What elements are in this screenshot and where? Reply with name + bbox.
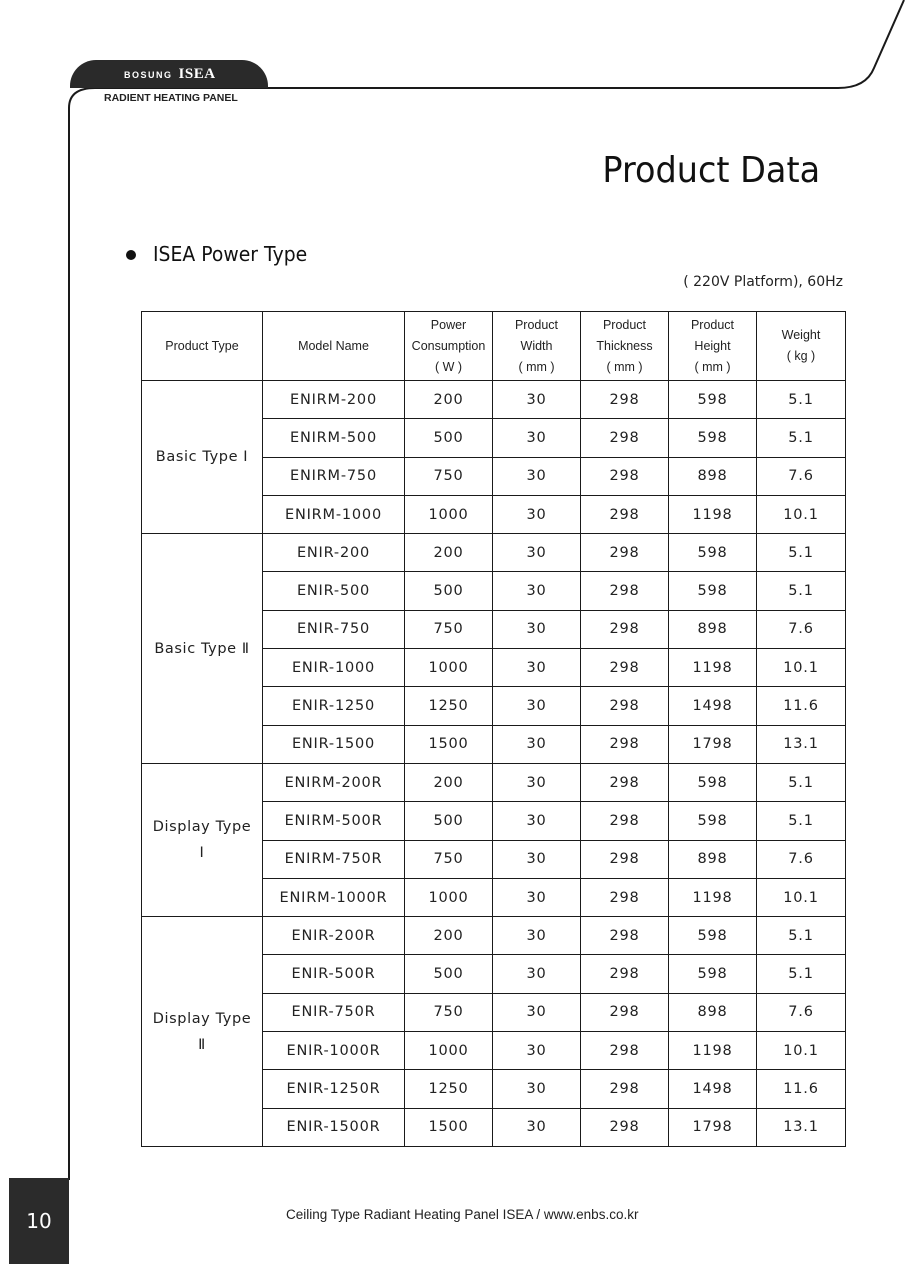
table-cell: ENIR-1500 [263, 725, 405, 763]
table-cell: 898 [669, 457, 757, 495]
table-cell: 200 [405, 763, 493, 801]
column-header-line: Height [694, 338, 731, 353]
table-cell: 30 [493, 725, 581, 763]
table-row [142, 381, 846, 419]
table-cell: 750 [405, 457, 493, 495]
column-header-line: Power [430, 317, 467, 332]
table-cell: 5.1 [757, 381, 846, 419]
table-cell: ENIRM-500 [263, 419, 405, 457]
table-cell: ENIRM-750 [263, 457, 405, 495]
table-cell: 30 [493, 457, 581, 495]
table-cell: 30 [493, 840, 581, 878]
table-cell: 500 [405, 572, 493, 610]
table-cell: 298 [581, 381, 669, 419]
table-cell: 30 [493, 1032, 581, 1070]
table-cell: 598 [669, 534, 757, 572]
product-data-table [141, 311, 846, 1147]
table-cell: 1198 [669, 495, 757, 533]
brand-large-text: ISEA [178, 66, 216, 82]
table-cell: ENIR-1000R [263, 1032, 405, 1070]
section-title: ISEA Power Type [153, 242, 308, 266]
table-cell: 7.6 [757, 610, 846, 648]
table-cell: 30 [493, 1108, 581, 1146]
column-header [757, 312, 846, 381]
table-cell: 13.1 [757, 725, 846, 763]
table-cell: 750 [405, 610, 493, 648]
table-cell: 7.6 [757, 840, 846, 878]
table-cell: 298 [581, 534, 669, 572]
table-cell: 5.1 [757, 917, 846, 955]
table-cell: 5.1 [757, 572, 846, 610]
table-header-row [142, 312, 846, 381]
table-header [142, 312, 846, 381]
table-cell: 500 [405, 419, 493, 457]
brand-logo [124, 66, 216, 86]
table-cell: 30 [493, 381, 581, 419]
table-cell: 200 [405, 917, 493, 955]
table-cell: 598 [669, 955, 757, 993]
table-cell: ENIR-200R [263, 917, 405, 955]
table-cell: ENIR-1500R [263, 1108, 405, 1146]
table-cell: 30 [493, 419, 581, 457]
column-header-line: Product [690, 317, 735, 332]
table-cell: 298 [581, 495, 669, 533]
table-cell: 13.1 [757, 1108, 846, 1146]
table-cell: 11.6 [757, 1070, 846, 1108]
column-header [405, 312, 493, 381]
table-body [142, 381, 846, 1147]
table-cell: 30 [493, 802, 581, 840]
table-cell: 10.1 [757, 878, 846, 916]
table-cell: 1498 [669, 687, 757, 725]
column-header [142, 312, 263, 381]
table-cell: 200 [405, 534, 493, 572]
table-cell: 10.1 [757, 649, 846, 687]
table-cell: 298 [581, 725, 669, 763]
product-type-line: Ⅰ [199, 845, 205, 862]
product-type-cell [142, 381, 263, 534]
table-cell: 1500 [405, 1108, 493, 1146]
column-header-line: ( mm ) [606, 359, 643, 374]
column-header-line: Consumption [411, 338, 486, 353]
table-cell: ENIRM-200R [263, 763, 405, 801]
table-cell: 898 [669, 610, 757, 648]
table-cell: 598 [669, 381, 757, 419]
page-title: Product Data [602, 150, 820, 191]
table-cell: 1198 [669, 1032, 757, 1070]
product-type-line: Display Type [152, 819, 252, 836]
product-type-cell [142, 534, 263, 764]
table-cell: 10.1 [757, 1032, 846, 1070]
table-cell: 298 [581, 763, 669, 801]
column-header [669, 312, 757, 381]
table-cell: 598 [669, 763, 757, 801]
table-cell: 598 [669, 917, 757, 955]
table-cell: 30 [493, 610, 581, 648]
bullet-icon [126, 250, 136, 260]
column-header [581, 312, 669, 381]
column-header [493, 312, 581, 381]
column-header-line: ( W ) [434, 359, 463, 374]
table-cell: 5.1 [757, 534, 846, 572]
table-cell: 1000 [405, 1032, 493, 1070]
table-cell: ENIR-1000 [263, 649, 405, 687]
column-header-line: Thickness [596, 338, 653, 353]
table-cell: 1798 [669, 1108, 757, 1146]
table-cell: 1798 [669, 725, 757, 763]
table-cell: 30 [493, 534, 581, 572]
table-cell: 298 [581, 457, 669, 495]
table-cell: 298 [581, 649, 669, 687]
table-cell: 30 [493, 687, 581, 725]
table-cell: 7.6 [757, 457, 846, 495]
table-cell: ENIR-1250R [263, 1070, 405, 1108]
table-cell: 598 [669, 419, 757, 457]
table-cell: ENIR-500 [263, 572, 405, 610]
table-cell: 298 [581, 955, 669, 993]
column-header-line: Product Type [165, 338, 239, 353]
table-cell: 5.1 [757, 802, 846, 840]
table-cell: ENIRM-500R [263, 802, 405, 840]
column-header-line: ( kg ) [786, 349, 816, 363]
table-cell: 298 [581, 610, 669, 648]
table-cell: 298 [581, 687, 669, 725]
header-subtitle: RADIENT HEATING PANEL [104, 92, 238, 104]
table-cell: 30 [493, 649, 581, 687]
table-cell: 1000 [405, 495, 493, 533]
table-cell: ENIR-500R [263, 955, 405, 993]
table-cell: 7.6 [757, 993, 846, 1031]
table-cell: 598 [669, 572, 757, 610]
table-cell: ENIRM-750R [263, 840, 405, 878]
table-cell: 5.1 [757, 419, 846, 457]
table-cell: 1000 [405, 649, 493, 687]
table-cell: 298 [581, 1070, 669, 1108]
table-cell: 298 [581, 840, 669, 878]
table-cell: 298 [581, 1108, 669, 1146]
table-cell: ENIRM-1000 [263, 495, 405, 533]
table-cell: 5.1 [757, 955, 846, 993]
product-type-line: Basic Type Ⅰ [155, 449, 249, 466]
table-cell: 898 [669, 993, 757, 1031]
footer-text: Ceiling Type Radiant Heating Panel ISEA / www.enbs.co.kr [286, 1207, 639, 1222]
table-cell: 750 [405, 993, 493, 1031]
table-cell: 598 [669, 802, 757, 840]
table-cell: 30 [493, 955, 581, 993]
column-header-line: Product [514, 317, 559, 332]
table-cell: ENIR-750 [263, 610, 405, 648]
table-cell: 1198 [669, 878, 757, 916]
table-cell: 30 [493, 763, 581, 801]
page-number: 10 [9, 1178, 69, 1264]
table-cell: 750 [405, 840, 493, 878]
table-cell: 298 [581, 802, 669, 840]
table-cell: ENIR-750R [263, 993, 405, 1031]
table-cell: 30 [493, 1070, 581, 1108]
table-cell: 30 [493, 495, 581, 533]
table-cell: 298 [581, 993, 669, 1031]
column-header-line: Weight [781, 328, 821, 342]
product-type-line: Ⅱ [198, 1036, 206, 1053]
table-cell: 298 [581, 1032, 669, 1070]
table-cell: 30 [493, 917, 581, 955]
table-row [142, 917, 846, 955]
column-header-line: Model Name [298, 338, 369, 353]
table-cell: 1198 [669, 649, 757, 687]
column-header-line: Width [520, 338, 553, 353]
table-cell: ENIR-1250 [263, 687, 405, 725]
column-header [263, 312, 405, 381]
table-cell: 10.1 [757, 495, 846, 533]
table-cell: 1250 [405, 1070, 493, 1108]
product-type-line: Basic Type Ⅱ [154, 640, 250, 657]
column-header-line: ( mm ) [694, 359, 731, 374]
table-cell: 11.6 [757, 687, 846, 725]
table-cell: ENIRM-200 [263, 381, 405, 419]
table-cell: 1250 [405, 687, 493, 725]
table-cell: ENIR-200 [263, 534, 405, 572]
table-cell: 1500 [405, 725, 493, 763]
product-type-cell [142, 763, 263, 916]
brand-small-text: BOSUNG [124, 70, 173, 80]
table-cell: 30 [493, 572, 581, 610]
table-row [142, 534, 846, 572]
product-type-cell [142, 917, 263, 1147]
table-cell: 30 [493, 878, 581, 916]
table-cell: 298 [581, 419, 669, 457]
table-cell: 5.1 [757, 763, 846, 801]
table-cell: 898 [669, 840, 757, 878]
table-cell: 500 [405, 802, 493, 840]
column-header-line: Product [602, 317, 647, 332]
table-cell: 30 [493, 993, 581, 1031]
table-cell: 1000 [405, 878, 493, 916]
table-row [142, 763, 846, 801]
table-cell: ENIRM-1000R [263, 878, 405, 916]
table-cell: 298 [581, 917, 669, 955]
table-cell: 500 [405, 955, 493, 993]
column-header-line: ( mm ) [518, 359, 555, 374]
table-cell: 1498 [669, 1070, 757, 1108]
product-type-line: Display Type [152, 1010, 252, 1027]
table-cell: 298 [581, 878, 669, 916]
platform-note: ( 220V Platform), 60Hz [683, 274, 843, 290]
table-cell: 200 [405, 381, 493, 419]
table-cell: 298 [581, 572, 669, 610]
